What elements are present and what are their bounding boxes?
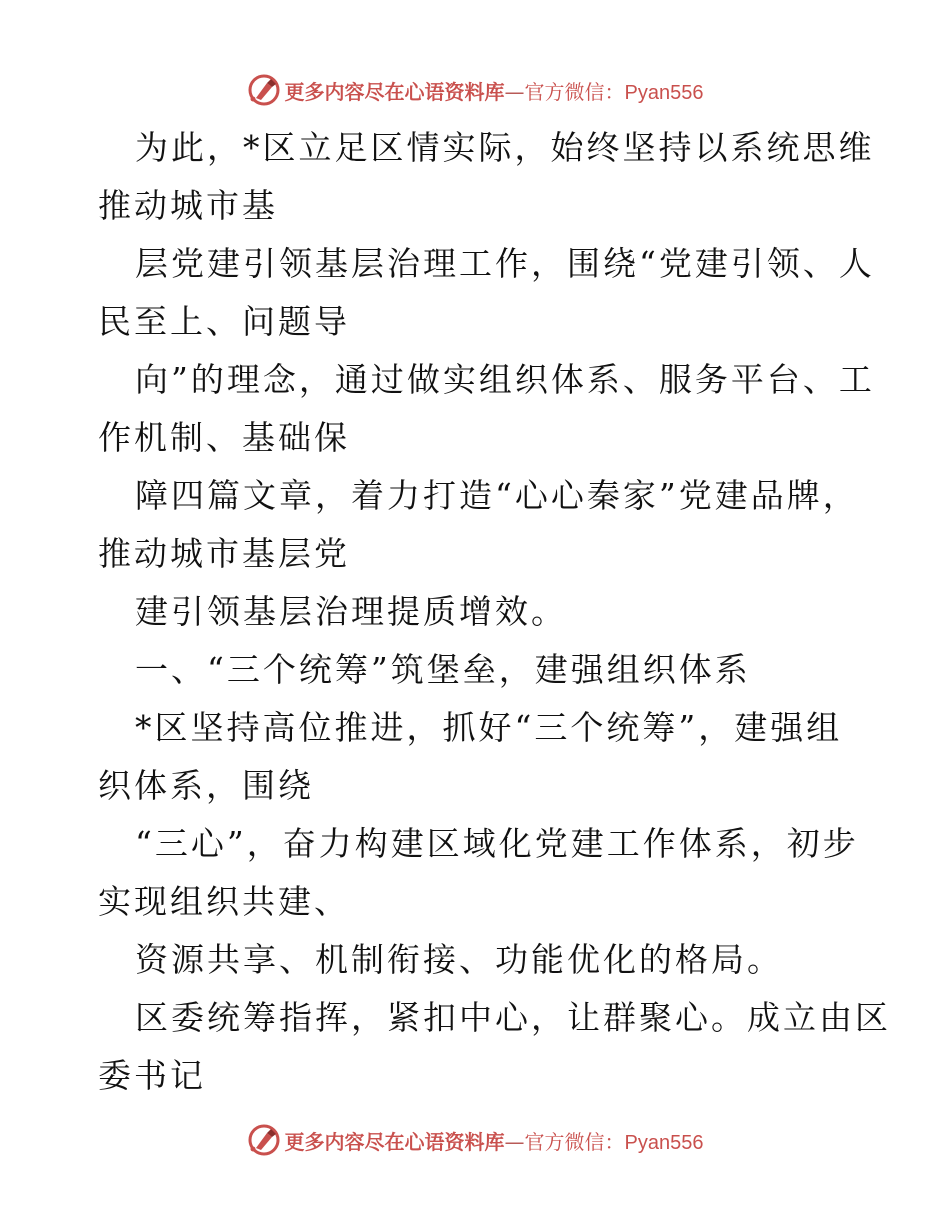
paragraph-line: “三心”，奋力构建区域化党建工作体系，初步 — [135, 824, 859, 863]
watermark-wechat-id: Pyan556 — [624, 81, 704, 104]
paragraph-line: 织体系，围绕 — [98, 766, 314, 805]
watermark-official-label: 官方微信： — [524, 1129, 625, 1154]
paragraph-line: 向”的理念，通过做实组织体系、服务平台、工 — [135, 360, 875, 399]
paragraph-line: 委书记 — [98, 1056, 206, 1095]
paragraph-line: 资源共享、机制衔接、功能优化的格局。 — [135, 940, 783, 979]
watermark-title: 更多内容尽在心语资料库 — [284, 1129, 505, 1154]
paragraph-line: 民至上、问题导 — [98, 302, 350, 341]
watermark-text — [285, 1126, 704, 1155]
watermark-footer — [0, 1120, 950, 1160]
watermark-wechat-id: Pyan556 — [624, 1131, 704, 1154]
paragraph-line: 区委统筹指挥，紧扣中心，让群聚心。成立由区 — [135, 998, 891, 1037]
fountain-pen-icon — [247, 1123, 281, 1157]
paragraph-line: 为此，*区立足区情实际，始终坚持以系统思维 — [135, 128, 875, 167]
watermark-title: 更多内容尽在心语资料库 — [284, 79, 505, 104]
watermark-official-label: 官方微信： — [524, 79, 625, 104]
paragraph-line: 推动城市基层党 — [98, 534, 350, 573]
paragraph-line: *区坚持高位推进，抓好“三个统筹”，建强组 — [135, 708, 843, 747]
paragraph-line: 层党建引领基层治理工作，围绕“党建引领、人 — [135, 244, 875, 283]
paragraph-line: 作机制、基础保 — [98, 418, 350, 457]
watermark-dash: — — [504, 79, 525, 104]
paragraph-line: 建引领基层治理提质增效。 — [135, 592, 567, 631]
section-heading: 一、“三个统筹”筑堡垒，建强组织体系 — [135, 650, 751, 689]
watermark-text — [285, 76, 704, 105]
paragraph-line: 推动城市基 — [98, 186, 278, 225]
paragraph-line: 实现组织共建、 — [98, 882, 350, 921]
fountain-pen-icon — [247, 73, 281, 107]
watermark-dash: — — [504, 1129, 525, 1154]
watermark-header — [0, 70, 950, 110]
paragraph-line: 障四篇文章，着力打造“心心秦家”党建品牌， — [135, 476, 859, 515]
